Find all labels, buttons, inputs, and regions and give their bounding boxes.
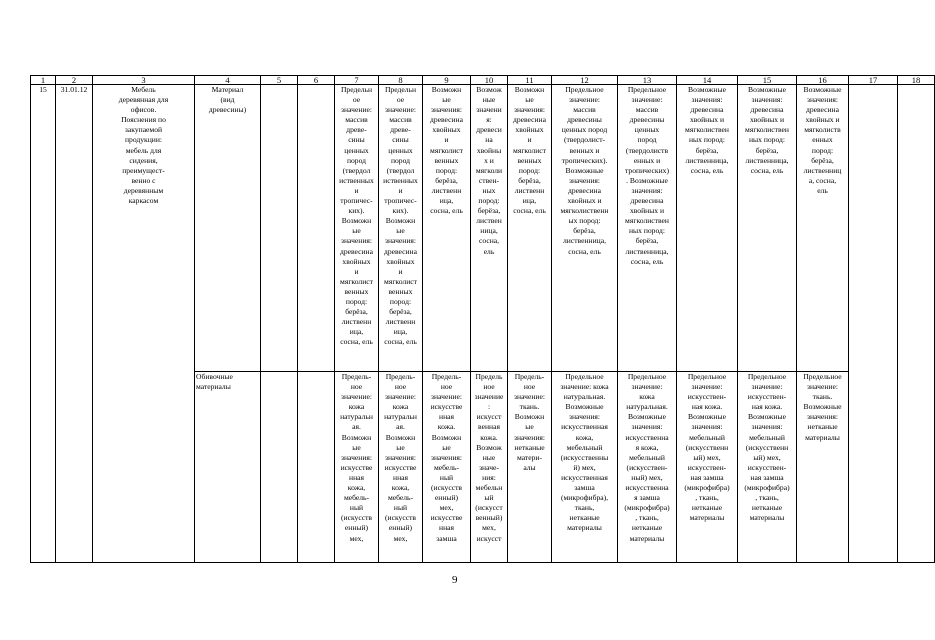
value-cell: Возмож ные значени я: древеси на хвойны х и мягколи ствен- ных пород: берёза, листвен ница, сосна, ель (471, 85, 508, 372)
characteristic-name-cell: Материал (вид древесины) (195, 85, 261, 372)
empty-cell (849, 85, 898, 563)
value-cell: Предельное значение: кожа натуральная. Возможные значения: искусственная кожа, мебельный (искусственны й) мех, искусственная замша (микрофибра), ткань, нетканые материалы (552, 372, 618, 563)
col-number: 4 (195, 76, 261, 85)
col-number: 2 (56, 76, 93, 85)
col-number: 15 (738, 76, 797, 85)
value-cell: Предельное значение: массив древесины ценных пород (твердолист- венных и тропических). Возможные значения: древесина хвойных и мягколиственн ых пород: берёза, лиственница, сосна, ель (552, 85, 618, 372)
table-row-wood (31, 85, 935, 372)
value-cell: Возможн ые значения: древесина хвойных и мягколист венных пород: берёза, лиственн ица, сосна, ель (508, 85, 552, 372)
col-number: 17 (849, 76, 898, 85)
col-number: 6 (298, 76, 335, 85)
empty-cell (261, 85, 298, 372)
value-cell: Возможн ые значения: древесина хвойных и мягколист венных пород: берёза, лиственн ица, сосна, ель (423, 85, 471, 372)
col-number: 7 (335, 76, 379, 85)
col-number: 14 (677, 76, 738, 85)
value-cell: Предельное значение: кожа натуральная. Возможные значения: искусственна я кожа, мебельный (искусствен- ный) мех, искусственна я замша (микрофибра) , ткань, нетканые материалы (618, 372, 677, 563)
col-number: 10 (471, 76, 508, 85)
value-cell: Возможные значения: древесина хвойных и мягколиств енных пород: берёза, лиственниц а, сосна, ель (797, 85, 849, 372)
col-number: 3 (93, 76, 195, 85)
empty-cell (898, 85, 935, 563)
empty-cell (298, 85, 335, 372)
value-cell: Возможные значения: древесина хвойных и мягколиствен ных пород: берёза, лиственница, сосна, ель (677, 85, 738, 372)
value-cell: Возможные значения: древесина хвойных и мягколиствен ных пород: берёза, лиственница, сосна, ель (738, 85, 797, 372)
col-number: 11 (508, 76, 552, 85)
col-number: 1 (31, 76, 56, 85)
col-number: 8 (379, 76, 423, 85)
value-cell: Предель- ное значение: ткань. Возможн ые значения: нетканые матери- алы (508, 372, 552, 563)
value-cell: Предельное значение: массив древесины ценных пород (твердолиств енных и тропических) . Возможные значения: древесина хвойных и мягколиствен ных пород: берёза, лиственница, сосна, ель (618, 85, 677, 372)
date-cell: 31.01.12 (56, 85, 93, 563)
value-cell: Предель- ное значение: искусстве нная кожа. Возможн ые значения: мебель- ный (искусств енный) мех, искусстве нная замша (423, 372, 471, 563)
empty-cell (298, 372, 335, 563)
value-cell: Предельн ое значение: массив древе- сины ценных пород (твердол иственных и тропичес- ких). Возможн ые значения: древесина хвойных и мягколист венных пород: берёза, лиственн ица, сосна, ель (335, 85, 379, 372)
value-cell: Предель- ное значение: кожа натуральн ая. Возможн ые значения: искусстве нная кожа, мебель- ный (искусств енный) мех, (379, 372, 423, 563)
col-number: 18 (898, 76, 935, 85)
col-number: 13 (618, 76, 677, 85)
page-number: 9 (452, 574, 458, 586)
column-number-row (31, 76, 935, 85)
value-cell: Предельное значение: ткань. Возможные значения: нетканые материалы (797, 372, 849, 563)
product-description-cell: Мебель деревянная для офисов. Пояснения по закупаемой продукции: мебель для сидения, преимущест- венно с деревянным каркасом (93, 85, 195, 563)
value-cell: Предель- ное значение: кожа натуральн ая. Возможн ые значения: искусстве нная кожа, мебель- ный (искусств енный) мех, (335, 372, 379, 563)
col-number: 9 (423, 76, 471, 85)
procurement-table (30, 75, 935, 563)
empty-cell (261, 372, 298, 563)
col-number: 5 (261, 76, 298, 85)
col-number: 16 (797, 76, 849, 85)
row-number-cell: 15 (31, 85, 56, 563)
value-cell: Предельн ое значение: массив древе- сины ценных пород (твердол иственных и тропичес- ких). Возможн ые значения: древесина хвойных и мягколист венных пород: берёза, лиственн ица, сосна, ель (379, 85, 423, 372)
value-cell: Предельное значение: искусствен- ная кожа. Возможные значения: мебельный (искусственн ый) мех, искусствен- ная замша (микрофибра) , ткань, нетканые материалы (677, 372, 738, 563)
col-number: 12 (552, 76, 618, 85)
value-cell: Предельное значение: искусствен- ная кожа. Возможные значения: мебельный (искусственн ый) мех, искусствен- ная замша (микрофибра) , ткань, нетканые материалы (738, 372, 797, 563)
value-cell: Предель ное значение : искусст венная кожа. Возмож ные значе- ния: мебельн ый (искусст венный) мех, искусст (471, 372, 508, 563)
characteristic-name-cell: Обивочные материалы (195, 372, 261, 563)
